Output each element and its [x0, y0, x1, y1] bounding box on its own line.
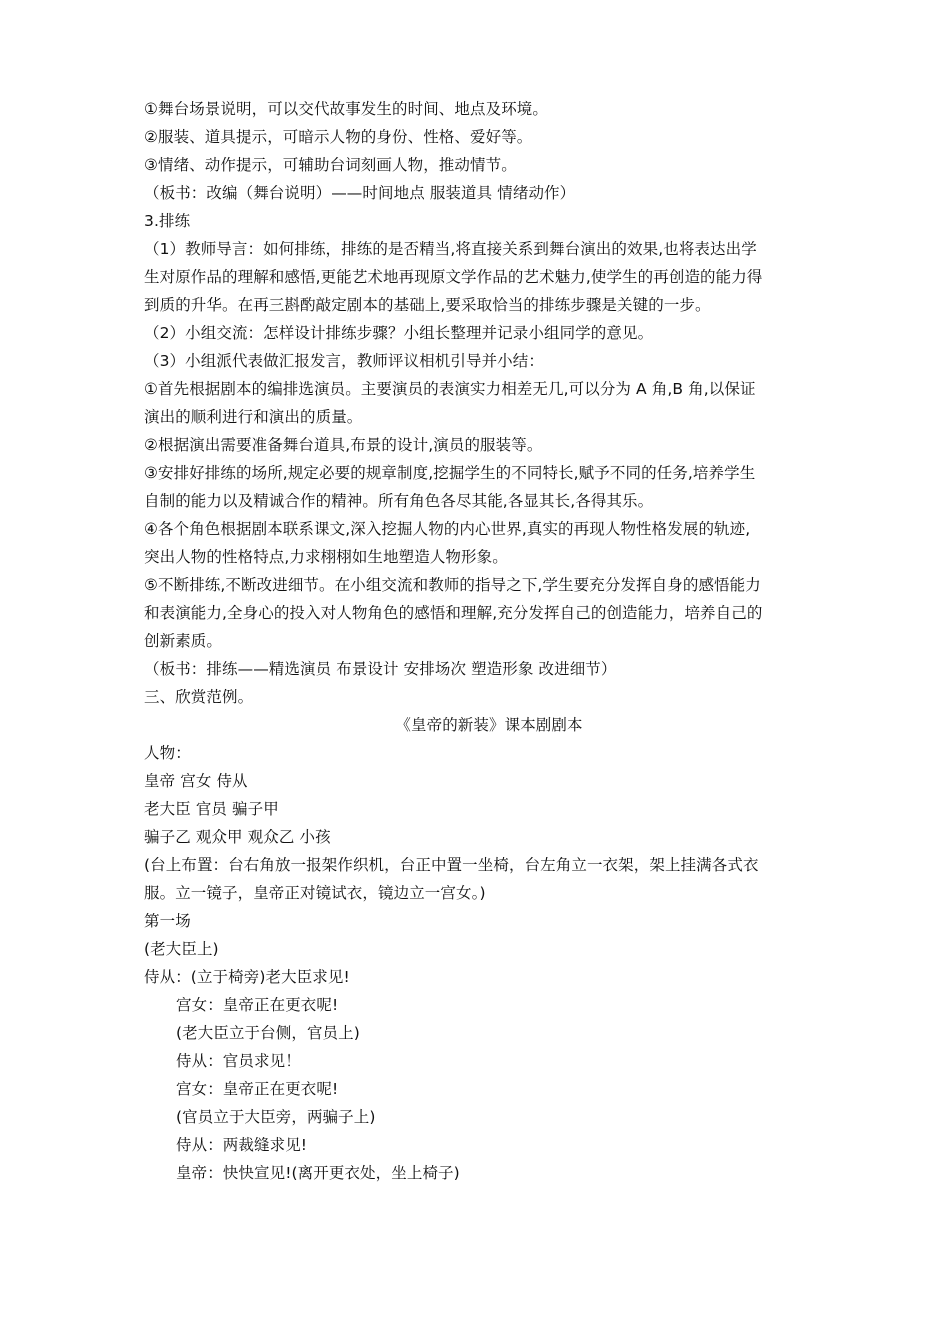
text-line: ②根据演出需要准备舞台道具,布景的设计,演员的服装等。	[144, 436, 543, 454]
text-line: 到质的升华。在再三斟酌敲定剧本的基础上,要采取恰当的排练步骤是关键的一步。	[144, 296, 711, 314]
script-title: 《皇帝的新装》课本剧剧本	[395, 716, 583, 734]
stage-direction: (老大臣立于台侧，官员上)	[176, 1024, 360, 1042]
text-line: ④各个角色根据剧本联系课文,深入挖掘人物的内心世界,真实的再现人物性格发展的轨迹,	[144, 520, 751, 538]
text-line: 服。立一镜子，皇帝正对镜试衣，镜边立一宫女。)	[144, 884, 486, 902]
dialogue-line: 宫女：皇帝正在更衣呢!	[176, 996, 339, 1014]
text-line: （3）小组派代表做汇报发言，教师评议相机引导并小结：	[144, 352, 544, 370]
text-line: 突出人物的性格特点,力求栩栩如生地塑造人物形象。	[144, 548, 508, 566]
dialogue-line: 侍从：两裁缝求见!	[176, 1136, 308, 1154]
text-line: 老大臣 官员 骗子甲	[144, 800, 279, 818]
text-line: (台上布置：台右角放一报架作织机，台正中置一坐椅，台左角立一衣架，架上挂满各式衣	[144, 856, 759, 874]
text-line: ③情绪、动作提示，可辅助台词刻画人物，推动情节。	[144, 156, 517, 174]
text-line: ①舞台场景说明，可以交代故事发生的时间、地点及环境。	[144, 100, 548, 118]
text-line: （1）教师导言：如何排练，排练的是否精当,将直接关系到舞台演出的效果,也将表达出学	[144, 240, 757, 258]
dialogue-line: 侍从：(立于椅旁)老大臣求见!	[144, 968, 350, 986]
text-line: （板书：改编（舞台说明）——时间地点 服装道具 情绪动作）	[144, 184, 576, 202]
text-line: 皇帝 宫女 侍从	[144, 772, 248, 790]
stage-direction: (官员立于大臣旁，两骗子上)	[176, 1108, 376, 1126]
text-line: 人物：	[144, 744, 191, 762]
dialogue-line: 侍从：官员求见！	[176, 1052, 301, 1070]
section-heading: 3.排练	[144, 212, 191, 230]
dialogue-line: 皇帝：快快宣见!(离开更衣处，坐上椅子)	[176, 1164, 460, 1182]
text-line: （板书：排练——精选演员 布景设计 安排场次 塑造形象 改进细节）	[144, 660, 617, 678]
text-line: ②服装、道具提示，可暗示人物的身份、性格、爱好等。	[144, 128, 533, 146]
text-line: 自制的能力以及精诚合作的精神。所有角色各尽其能,各显其长,各得其乐。	[144, 492, 654, 510]
text-line: （2）小组交流：怎样设计排练步骤？小组长整理并记录小组同学的意见。	[144, 324, 654, 342]
text-line: ③安排好排练的场所,规定必要的规章制度,挖掘学生的不同特长,赋予不同的任务,培养学生	[144, 464, 756, 482]
scene-heading: 第一场	[144, 912, 191, 930]
text-line: ①首先根据剧本的编排选演员。主要演员的表演实力相差无几,可以分为 A 角,B 角,以保证	[144, 380, 756, 398]
text-line: ⑤不断排练,不断改进细节。在小组交流和教师的指导之下,学生要充分发挥自身的感悟能力	[144, 576, 761, 594]
section-heading: 三、欣赏范例。	[144, 688, 254, 706]
text-line: 演出的顺利进行和演出的质量。	[144, 408, 363, 426]
stage-direction: (老大臣上)	[144, 940, 219, 958]
text-line: 骗子乙 观众甲 观众乙 小孩	[144, 828, 331, 846]
text-line: 创新素质。	[144, 632, 223, 650]
text-line: 生对原作品的理解和感悟,更能艺术地再现原文学作品的艺术魅力,使学生的再创造的能力得	[144, 268, 763, 286]
dialogue-line: 宫女：皇帝正在更衣呢!	[176, 1080, 339, 1098]
text-line: 和表演能力,全身心的投入对人物角色的感悟和理解,充分发挥自己的创造能力，培养自己的	[144, 604, 763, 622]
document-page	[0, 95, 950, 1187]
